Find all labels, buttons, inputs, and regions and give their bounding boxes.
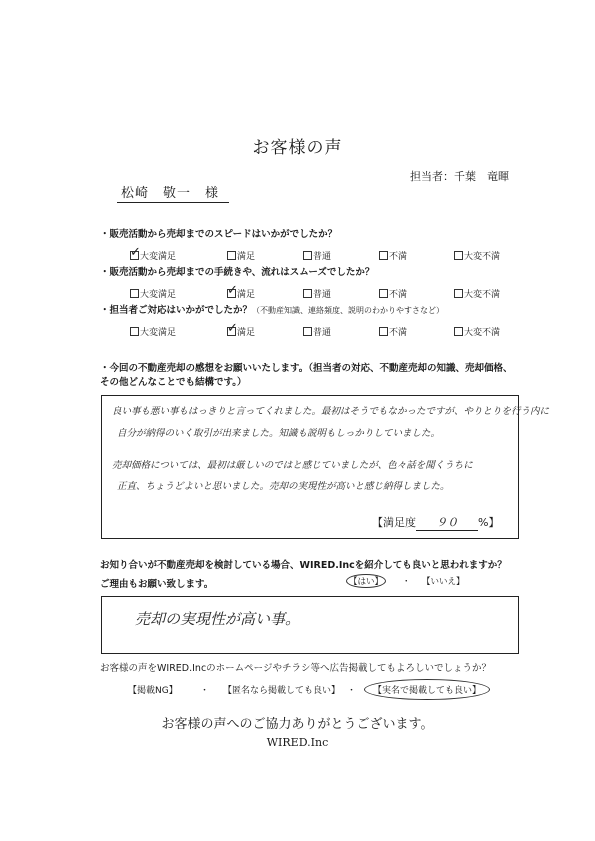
referral-no-option[interactable]: 【いいえ】	[422, 577, 465, 587]
option-q1-very-unsatisfied[interactable]: 大変不満	[454, 249, 500, 262]
publication-option-ng[interactable]: 【掲載NG】	[128, 686, 178, 696]
option-q2-satisfied[interactable]: ✓ 満足	[227, 287, 255, 300]
impression-answer-line1: 良い事も悪い事もはっきりと言ってくれました。最初はそうでもなかったですが、やりとりを行う内に	[112, 406, 550, 417]
option-q2-unsatisfied[interactable]: 不満	[379, 287, 407, 300]
referral-answer: 売却の実現性が高い事。	[135, 610, 301, 628]
option-q3-satisfied[interactable]: ✓ 満足	[227, 325, 255, 338]
publication-option-real-name[interactable]: 【実名で掲載しても良い】	[364, 679, 490, 700]
checkbox[interactable]	[303, 289, 312, 298]
option-q1-neutral[interactable]: 普通	[303, 249, 331, 262]
checkbox-checked[interactable]	[227, 327, 236, 336]
option-q2-neutral[interactable]: 普通	[303, 287, 331, 300]
impression-prompt-line2: その他どんなことでも結構です。）	[100, 377, 247, 388]
checkbox[interactable]	[454, 251, 463, 260]
staff-name: 担当者：千葉 竜暉	[410, 170, 509, 183]
checkbox-checked[interactable]	[130, 251, 139, 260]
checkbox[interactable]	[379, 327, 388, 336]
satisfaction-value[interactable]: ９０	[416, 514, 478, 531]
company-name: WIRED.Inc	[266, 736, 329, 749]
satisfaction-rating: 【満足度 ９０ %】	[372, 516, 500, 529]
referral-separator: ・	[402, 577, 411, 587]
question-speed: ・販売活動から売却までのスピードはいかがでしたか？	[100, 229, 338, 240]
impression-prompt	[100, 362, 520, 390]
checkbox[interactable]	[454, 289, 463, 298]
question-staff: ・担当者ご対応はいかがでしたか？（不動産知識、連絡頻度、説明のわかりやすさなど）	[100, 305, 445, 316]
checkbox[interactable]	[379, 289, 388, 298]
referral-yes-option[interactable]: 【はい】	[346, 574, 386, 588]
option-q3-neutral[interactable]: 普通	[303, 325, 331, 338]
question-process: ・販売活動から売却までの手続きや、流れはスムーズでしたか？	[100, 267, 375, 278]
impression-answer-line4: 正直、ちょうどよいと思いました。売却の実現性が高いと感じ納得しました。	[117, 481, 450, 492]
option-q3-unsatisfied[interactable]: 不満	[379, 325, 407, 338]
checkbox[interactable]	[303, 251, 312, 260]
customer-name: 松崎 敬一 様	[117, 182, 229, 203]
option-q1-satisfied[interactable]: 満足	[227, 249, 255, 262]
option-q1-unsatisfied[interactable]: 不満	[379, 249, 407, 262]
referral-question: お知り合いが不動産売却を検討している場合、WIRED.Incを紹介しても良いと思われますか？	[100, 560, 507, 571]
impression-answer-line2: 自分が納得のいく取引が出来ました。知識も説明もしっかりしていました。	[117, 428, 441, 439]
checkbox[interactable]	[227, 251, 236, 260]
checkbox[interactable]	[130, 327, 139, 336]
impression-prompt-line1: ・今回の不動産売却の感想をお願いいたします。（担当者の対応、不動産売却の知識、売却価格、	[100, 363, 513, 374]
option-q2-very-unsatisfied[interactable]: 大変不満	[454, 287, 500, 300]
publication-separator-2: ・	[347, 686, 357, 696]
option-q3-very-unsatisfied[interactable]: 大変不満	[454, 325, 500, 338]
checkbox[interactable]	[303, 327, 312, 336]
thanks-message: お客様の声へのご協力ありがとうございます。	[161, 717, 434, 732]
page-title: お客様の声	[252, 138, 343, 158]
publication-question: お客様の声をWIRED.Incのホームページやチラシ等へ広告掲載してもよろしいでしょうか？	[100, 663, 491, 674]
checkbox-checked[interactable]	[227, 289, 236, 298]
checkbox[interactable]	[454, 327, 463, 336]
publication-separator-1: ・	[200, 686, 210, 696]
impression-answer-line3: 売却価格については、最初は厳しいのではと感じていましたが、色々話を聞くうちに	[112, 460, 473, 471]
checkbox[interactable]	[379, 251, 388, 260]
publication-option-anonymous[interactable]: 【匿名なら掲載しても良い】	[223, 686, 341, 696]
option-q3-very-satisfied[interactable]: 大変満足	[130, 325, 176, 338]
option-q1-very-satisfied[interactable]: ✓大変満足	[130, 249, 176, 262]
referral-reason-prompt: ご理由もお願い致します。	[100, 579, 214, 590]
checkbox[interactable]	[130, 289, 139, 298]
option-q2-very-satisfied[interactable]: 大変満足	[130, 287, 176, 300]
question-staff-note: （不動産知識、連絡頻度、説明のわかりやすさなど）	[252, 306, 445, 315]
